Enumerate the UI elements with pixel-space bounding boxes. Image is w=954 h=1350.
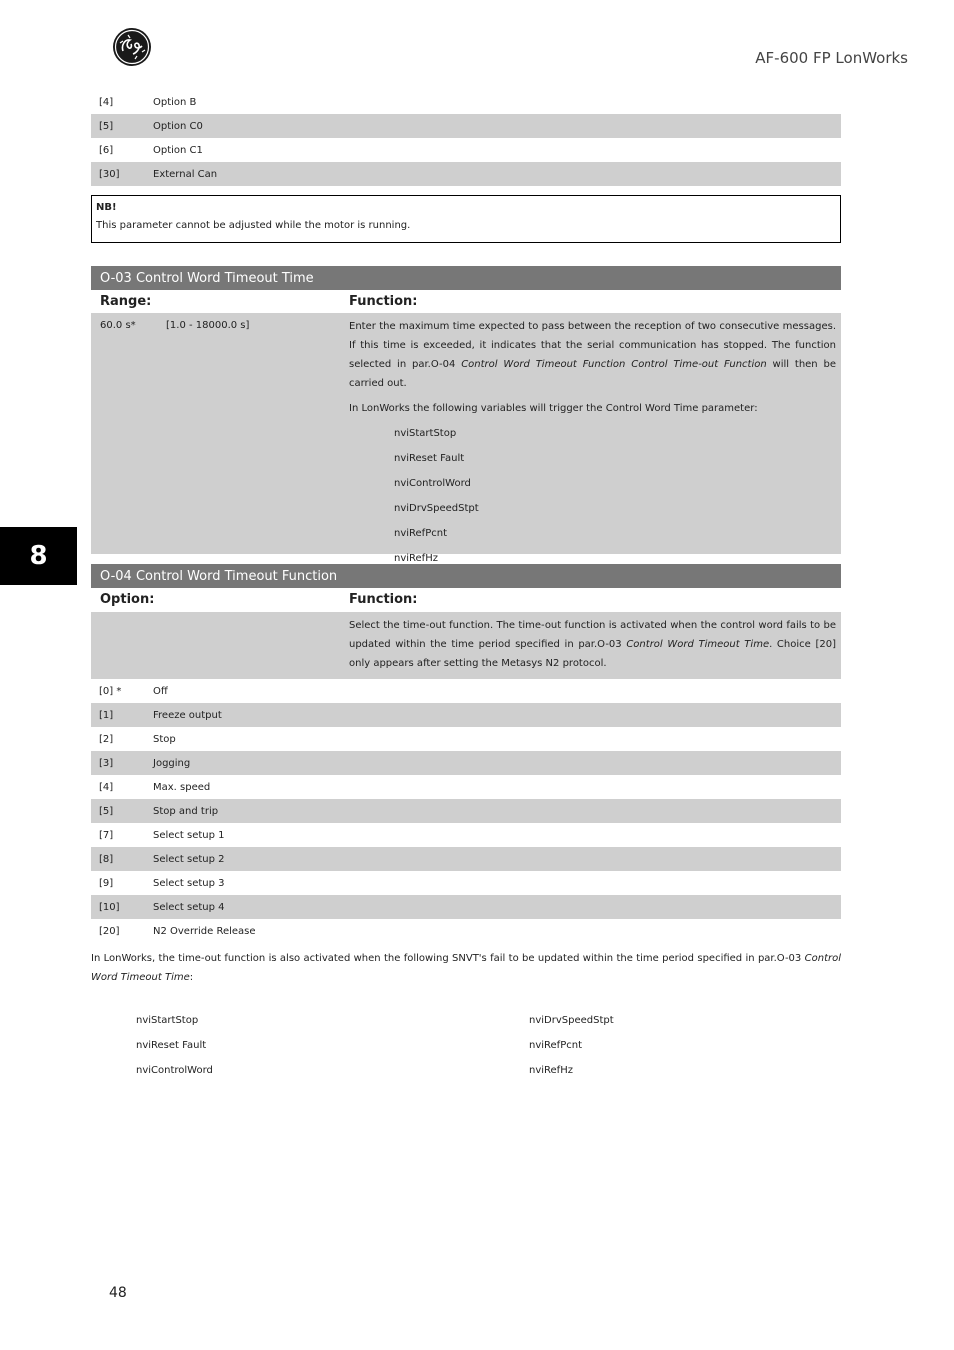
- table-row: [91, 823, 841, 847]
- option-label: Max. speed: [153, 781, 211, 793]
- table-row: [91, 727, 841, 751]
- option-code: [20]: [99, 925, 120, 937]
- option-label: N2 Override Release: [153, 925, 256, 937]
- list-item: nviRefPcnt: [394, 528, 447, 539]
- snvt-timeout-paragraph: [91, 949, 841, 987]
- description-paragraph: [349, 317, 836, 393]
- function-label: Function:: [349, 591, 418, 607]
- option-label: Select setup 2: [153, 853, 225, 865]
- table-row: [91, 895, 841, 919]
- option-label-header: Option:: [100, 591, 155, 607]
- function-description: [349, 616, 836, 673]
- param-o03-body: [91, 313, 841, 564]
- option-label: Select setup 3: [153, 877, 225, 889]
- param-o04-description: [91, 612, 841, 679]
- list-item: nviDrvSpeedStpt: [529, 1015, 614, 1026]
- option-label: Select setup 4: [153, 901, 225, 913]
- list-item: nviRefHz: [529, 1065, 573, 1076]
- param-o04-options-table: [91, 679, 841, 943]
- option-code: [7]: [99, 829, 114, 841]
- list-item: nviRefPcnt: [529, 1040, 582, 1051]
- note-text: This parameter cannot be adjusted while the motor is running.: [96, 220, 411, 231]
- paragraph-text: In LonWorks, the time-out function is also activated when the following SNVT's fail to be updated within the time period specified in par.O-03: [91, 953, 805, 964]
- option-code: [5]: [99, 120, 114, 132]
- desc-text: Enter the maximum time expected to pass between the reception of two consecutive messages. If this time is exceeded, it indicates that the serial communication has stopped. The function selected in par.O-04: [349, 321, 836, 370]
- option-label: Option C1: [153, 144, 203, 156]
- option-label: Option C0: [153, 120, 203, 132]
- list-item: nviReset Fault: [136, 1040, 207, 1051]
- option-code: [1]: [99, 709, 114, 721]
- option-code: [9]: [99, 877, 114, 889]
- snvt-list-left: [136, 1008, 213, 1083]
- chapter-tab: 8: [0, 527, 77, 585]
- option-code: [4]: [99, 96, 114, 108]
- table-row: [91, 703, 841, 727]
- param-o03-subheader: [91, 290, 841, 312]
- table-row: [91, 847, 841, 871]
- table-row: [91, 751, 841, 775]
- paragraph-italic: Control Word Timeout Time: [91, 953, 841, 983]
- table-row: [91, 679, 841, 703]
- desc-italic: Control Word Timeout Function Control Time-out Function: [461, 359, 767, 370]
- table-row: [91, 162, 841, 186]
- table-row: [91, 775, 841, 799]
- option-code: [8]: [99, 853, 114, 865]
- option-label: Option B: [153, 96, 197, 108]
- desc-text: Select the time-out function. The time-out function is activated when the control word fails to be updated within the time period specified in par.O-03: [349, 620, 836, 650]
- param-o03-title: O-03 Control Word Timeout Time: [91, 266, 841, 290]
- list-item: nviStartStop: [136, 1015, 199, 1026]
- list-item: nviReset Fault: [394, 453, 465, 464]
- note-box: [91, 195, 841, 243]
- option-code: [5]: [99, 805, 114, 817]
- table-row: [91, 799, 841, 823]
- option-code: [30]: [99, 168, 120, 180]
- option-code: [6]: [99, 144, 114, 156]
- option-code: [3]: [99, 757, 114, 769]
- table-row: [91, 114, 841, 138]
- range-limits: [1.0 - 18000.0 s]: [166, 320, 250, 331]
- option-code: [4]: [99, 781, 114, 793]
- table-row: [91, 919, 841, 943]
- paragraph-text: :: [189, 972, 194, 983]
- option-label: Stop: [153, 733, 176, 745]
- top-options-table: [91, 90, 841, 186]
- ge-logo-icon: [112, 27, 152, 67]
- list-item: nviStartStop: [394, 428, 457, 439]
- option-label: Jogging: [153, 757, 191, 769]
- page-number: 48: [109, 1285, 127, 1301]
- list-item: nviDrvSpeedStpt: [394, 503, 479, 514]
- desc-italic: Control Word Timeout Time: [626, 639, 770, 650]
- table-row: [91, 138, 841, 162]
- desc-text: will then be carried out.: [349, 359, 836, 389]
- list-item: nviRefHz: [394, 553, 438, 564]
- option-label: Freeze output: [153, 709, 222, 721]
- function-label: Function:: [349, 293, 418, 309]
- option-label: Stop and trip: [153, 805, 219, 817]
- product-title: AF-600 FP LonWorks: [755, 49, 908, 67]
- table-row: [91, 90, 841, 114]
- trigger-intro: In LonWorks the following variables will trigger the Control Word Time parameter:: [349, 403, 758, 414]
- option-label: Select setup 1: [153, 829, 225, 841]
- option-code: [2]: [99, 733, 114, 745]
- snvt-list-right: [529, 1008, 614, 1083]
- list-item: nviControlWord: [394, 478, 471, 489]
- option-code: [10]: [99, 901, 120, 913]
- list-item: nviControlWord: [136, 1065, 213, 1076]
- function-description: [349, 317, 836, 574]
- trigger-variable-list: [349, 424, 836, 574]
- param-o04-title: O-04 Control Word Timeout Function: [91, 564, 841, 588]
- param-o04-subheader: [91, 588, 841, 610]
- default-value: 60.0 s*: [100, 320, 136, 331]
- note-title: NB!: [96, 202, 117, 213]
- option-label: Off: [153, 685, 168, 697]
- option-code: [0] *: [99, 685, 122, 697]
- range-label: Range:: [100, 293, 152, 309]
- table-row: [91, 871, 841, 895]
- option-label: External Can: [153, 168, 218, 180]
- desc-text: . Choice [20] only appears after setting the Metasys N2 protocol.: [349, 639, 836, 669]
